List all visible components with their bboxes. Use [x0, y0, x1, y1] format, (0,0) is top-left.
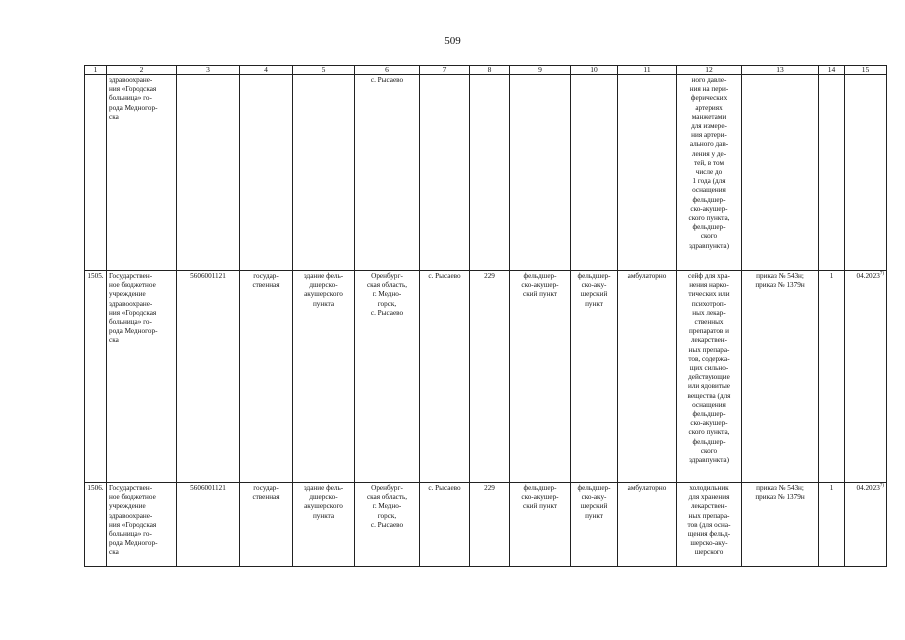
column-header: 12	[677, 66, 742, 75]
code-cell: 229	[470, 271, 510, 483]
unit-profile-cell: фельдшер- ско-аку- шерский пункт	[571, 271, 618, 483]
address-cell: Оренбург- ская область, г. Медно- горск, с. Рысаево	[355, 271, 420, 483]
quantity-cell: 1	[819, 271, 845, 483]
building-cell	[293, 75, 355, 271]
date-cell: 04.2023$^{7)}$	[845, 483, 887, 567]
row-number-cell: 1505.	[85, 271, 107, 483]
care-condition-cell: амбулаторно	[618, 483, 677, 567]
column-header: 8	[470, 66, 510, 75]
column-header: 3	[177, 66, 240, 75]
locality-cell: с. Рысаево	[420, 271, 470, 483]
registry-table	[84, 65, 887, 567]
column-header: 7	[420, 66, 470, 75]
code-cell: 229	[470, 483, 510, 567]
footnote-marker: 7)	[879, 483, 884, 489]
column-number-row	[85, 66, 887, 75]
column-header: 6	[355, 66, 420, 75]
building-cell: здание фель- дшерско- акушерского пункта	[293, 271, 355, 483]
order-cell: приказ № 543н; приказ № 1379н	[742, 271, 819, 483]
care-condition-cell: амбулаторно	[618, 271, 677, 483]
table-row	[85, 483, 887, 567]
equipment-cell: ного давле- ния на пери- ферических артериях манжетами для измере- ния артери- ального дав- ления у де- тей, в том числе до 1 года (для оснащения фельдшер- ско-акушер- ского пункта, фельдшер- ского здравпункта)	[677, 75, 742, 271]
column-header: 10	[571, 66, 618, 75]
column-header: 14	[819, 66, 845, 75]
column-header: 9	[510, 66, 571, 75]
care-condition-cell	[618, 75, 677, 271]
unit-profile-cell: фельдшер- ско-аку- шерский пункт	[571, 483, 618, 567]
locality-cell	[420, 75, 470, 271]
institution-cell: здравоохране- ния «Городская больница» го- рода Медногор- ска	[107, 75, 177, 271]
column-header: 2	[107, 66, 177, 75]
quantity-cell	[819, 75, 845, 271]
row-number-cell	[85, 75, 107, 271]
building-cell: здание фель- дшерско- акушерского пункта	[293, 483, 355, 567]
column-header: 5	[293, 66, 355, 75]
ownership-cell: государ- ственная	[240, 271, 293, 483]
equipment-cell: холодильник для хранения лекарствен- ных препара- тов (для осна- щения фельд- шерско-аку- шерского	[677, 483, 742, 567]
equipment-cell: сейф для хра- нения нарко- тических или психотроп- ных лекар- ственных препаратов и лекарствен- ных препара- тов, содержа- щих сильно- действующие или ядовитые вещества (для оснащения фельдшер- ско-акушер- ского пункта, фельдшер- ского здравпункта)	[677, 271, 742, 483]
unit-type-cell: фельдшер- ско-акушер- ский пункт	[510, 271, 571, 483]
ownership-cell: государ- ственная	[240, 483, 293, 567]
inn-cell	[177, 75, 240, 271]
ownership-cell	[240, 75, 293, 271]
unit-type-cell	[510, 75, 571, 271]
column-header: 4	[240, 66, 293, 75]
code-cell	[470, 75, 510, 271]
address-cell: Оренбург- ская область, г. Медно- горск, с. Рысаево	[355, 483, 420, 567]
institution-cell: Государствен- ное бюджетное учреждение здравоохране- ния «Городская больница» го- рода Медногор- ска	[107, 271, 177, 483]
row-number-cell: 1506.	[85, 483, 107, 567]
institution-cell: Государствен- ное бюджетное учреждение здравоохране- ния «Городская больница» го- рода Медногор- ска	[107, 483, 177, 567]
column-header: 1	[85, 66, 107, 75]
table-row	[85, 75, 887, 271]
order-cell	[742, 75, 819, 271]
column-header: 11	[618, 66, 677, 75]
address-cell: с. Рысаево	[355, 75, 420, 271]
quantity-cell: 1	[819, 483, 845, 567]
footnote-marker: 7)	[879, 271, 884, 277]
unit-type-cell: фельдшер- ско-акушер- ский пункт	[510, 483, 571, 567]
inn-cell: 5606001121	[177, 483, 240, 567]
order-cell: приказ № 543н; приказ № 1379н	[742, 483, 819, 567]
unit-profile-cell	[571, 75, 618, 271]
table-row	[85, 271, 887, 483]
date-cell	[845, 75, 887, 271]
column-header: 13	[742, 66, 819, 75]
locality-cell: с. Рысаево	[420, 483, 470, 567]
page-number: 509	[444, 35, 461, 47]
column-header: 15	[845, 66, 887, 75]
inn-cell: 5606001121	[177, 271, 240, 483]
date-cell: 04.2023$^{7)}$	[845, 271, 887, 483]
